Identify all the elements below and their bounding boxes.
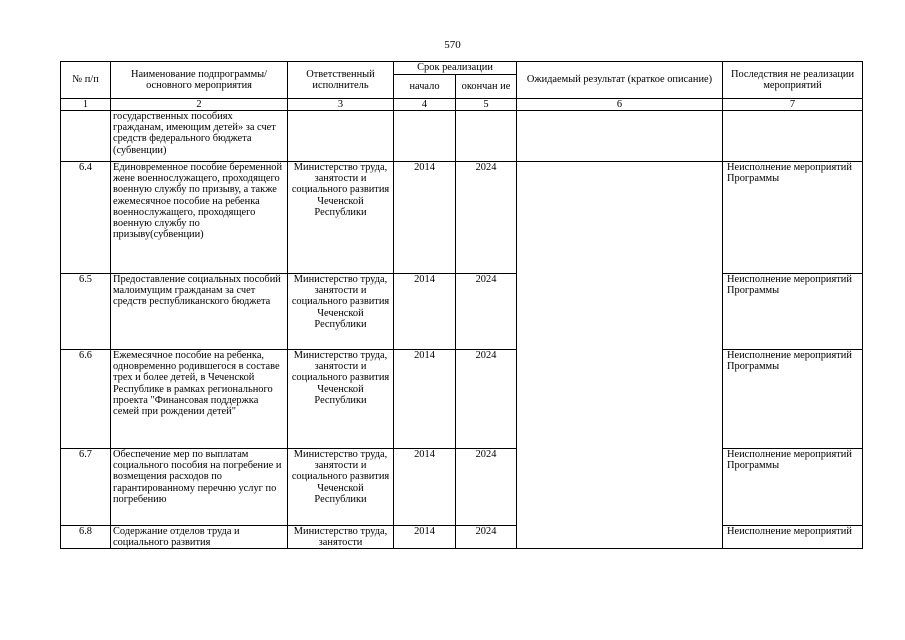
column-number: 6 [517,99,723,111]
row-start: 2014 [394,274,456,350]
row-consequences: Неисполнение мероприятий Программы [723,274,863,350]
row-executor: Министерство труда, занятости и социального развития Чеченской Республики [288,162,394,274]
row-end: 2024 [456,274,517,350]
table-row [61,526,863,549]
row-consequences: Неисполнение мероприятий Программы [723,350,863,449]
header-consequences: Последствия не реализации мероприятий [723,62,863,99]
row-consequences: Неисполнение мероприятий Программы [723,449,863,526]
column-number: 3 [288,99,394,111]
row-num: 6.7 [61,449,111,526]
header-executor: Ответственный исполнитель [288,62,394,99]
row-start: 2014 [394,449,456,526]
header-start: начало [394,75,456,99]
table-row [61,449,863,526]
column-number-row [61,99,863,111]
row-start: 2014 [394,162,456,274]
row-name: Предоставление социальных пособий малоимущим гражданам за счет средств республиканского бюджета [111,274,288,350]
column-number: 1 [61,99,111,111]
row-executor: Министерство труда, занятости и социального развития Чеченской Республики [288,350,394,449]
row-name: Ежемесячное пособие на ребенка, одновременно родившегося в составе трех и более детей, в Чеченской Республике в рамках регионального проекта "Финансовая поддержка семей при рождении детей" [111,350,288,449]
row-start: 2014 [394,350,456,449]
row-end: 2024 [456,350,517,449]
header-result: Ожидаемый результат (краткое описание) [517,62,723,99]
row-end: 2024 [456,162,517,274]
row-consequences: Неисполнение мероприятий [723,526,863,549]
table-row [61,350,863,449]
row-consequences: Неисполнение мероприятий Программы [723,162,863,274]
column-number: 4 [394,99,456,111]
expected-result-cell [517,162,723,549]
continuation-text: государственных пособиях гражданам, имеющим детей» за счет средств федерального бюджета (субвенции) [111,111,288,162]
row-end: 2024 [456,526,517,549]
header-end: окончан ие [456,75,517,99]
row-num: 6.4 [61,162,111,274]
program-table [60,61,863,549]
row-num: 6.8 [61,526,111,549]
row-executor: Министерство труда, занятости [288,526,394,549]
row-num: 6.5 [61,274,111,350]
row-name: Единовременное пособие беременной жене военнослужащего, проходящего военную службу по призыву, а также ежемесячное пособие на ребенка военнослужащего, проходящего военную службу по призыву(субвенции) [111,162,288,274]
row-executor: Министерство труда, занятости и социального развития Чеченской Республики [288,274,394,350]
column-number: 7 [723,99,863,111]
row-name: Обеспечение мер по выплатам социального пособия на погребение и возмещения расходов по гарантированному перечню услуг по погребению [111,449,288,526]
table-row [61,274,863,350]
page-number: 570 [444,39,461,51]
table-row [61,162,863,274]
header-name: Наименование подпрограммы/ основного мероприятия [111,62,288,99]
header-num: № п/п [61,62,111,99]
table-row [61,111,863,162]
row-name: Содержание отделов труда и социального развития [111,526,288,549]
row-end: 2024 [456,449,517,526]
row-executor: Министерство труда, занятости и социального развития Чеченской Республики [288,449,394,526]
column-number: 5 [456,99,517,111]
row-num: 6.6 [61,350,111,449]
column-number: 2 [111,99,288,111]
header-period: Срок реализации [394,62,517,75]
row-start: 2014 [394,526,456,549]
